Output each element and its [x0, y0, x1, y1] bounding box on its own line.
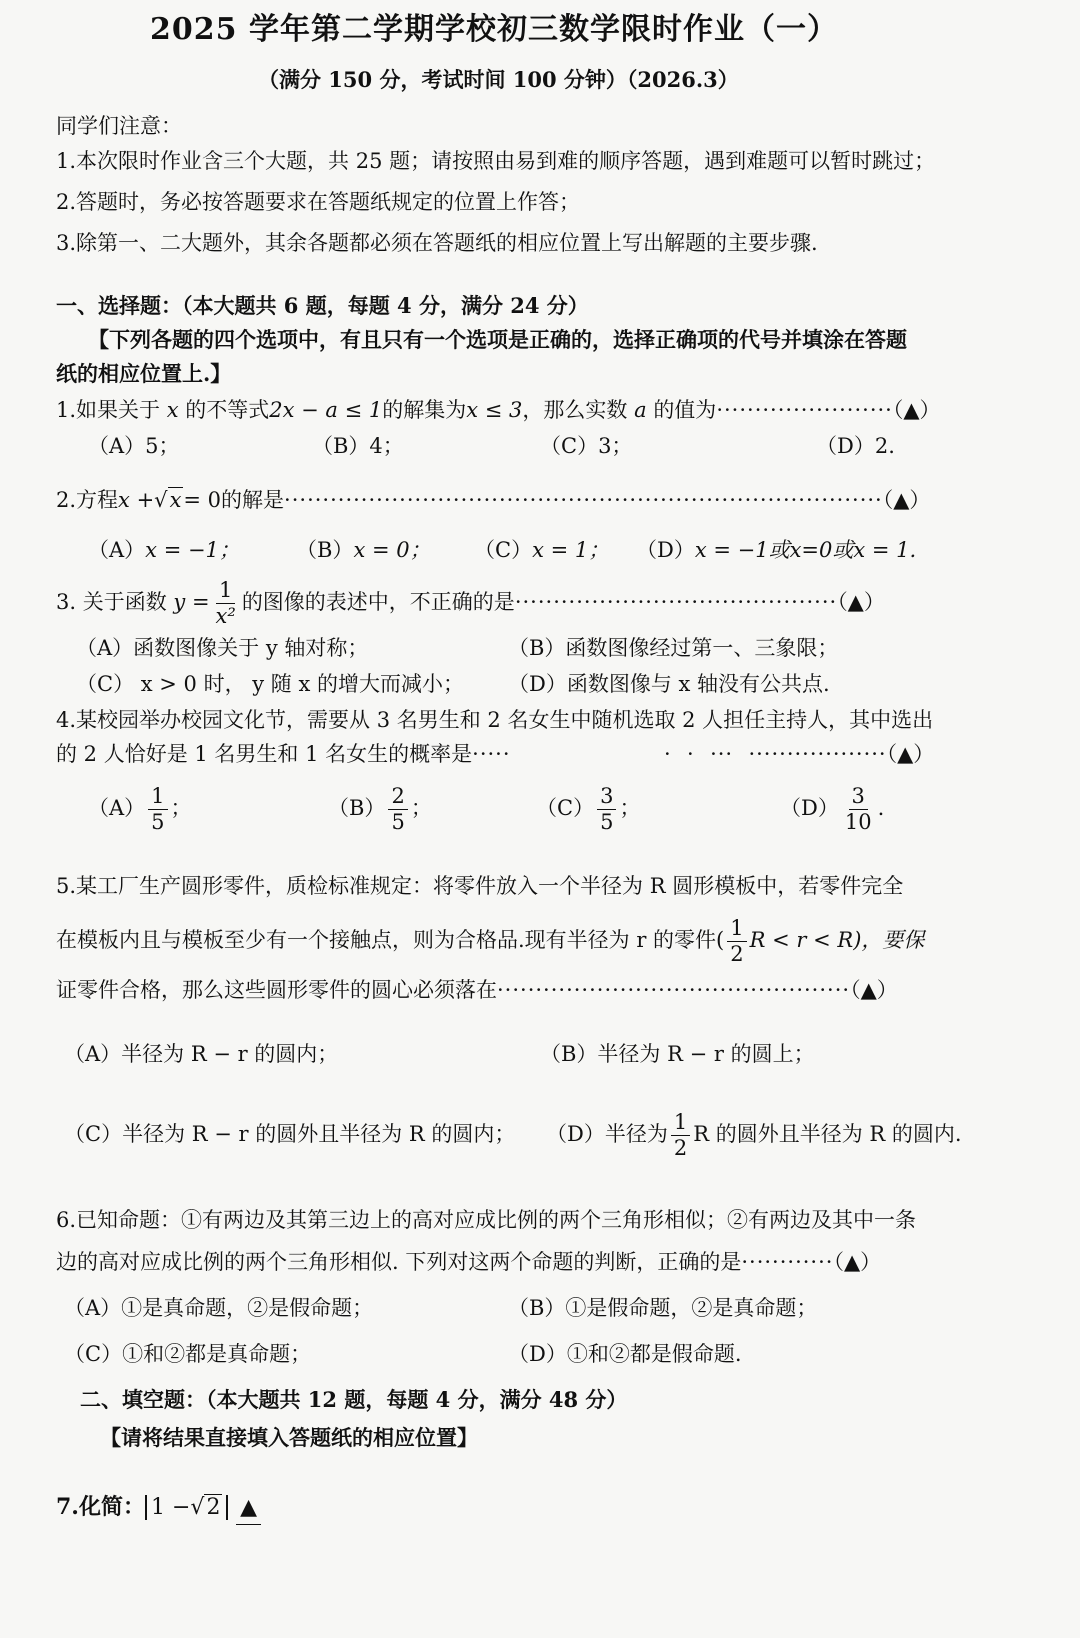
- q1-option-d[interactable]: （D）2.: [816, 434, 895, 458]
- notice-heading: 同学们注意：: [56, 114, 182, 138]
- q3-option-c[interactable]: （C） x > 0 时， y 随 x 的增大而减小；: [76, 672, 464, 696]
- q5-line-2: 在模板内且与模板至少有一个接触点，则为合格品.现有半径为 r 的零件( $\frac{1}{2}$ R < r < R)，要保: [56, 916, 925, 966]
- q4-line-2: 的 2 人恰好是 1 名男生和 1 名女生的概率是····· · · ··· ··················（▲）: [56, 742, 935, 766]
- q2-stem: 2.方程x +√x= 0的解是··············································································（▲）: [56, 488, 931, 512]
- notice-item-3: 3.除第一、二大题外，其余各题都必须在答题纸的相应位置上写出解题的主要步骤.: [56, 231, 818, 255]
- q4-line-1: 4.某校园举办校园文化节，需要从 3 名男生和 2 名女生中随机选取 2 人担任主持人，其中选出: [56, 708, 934, 732]
- q1-option-c[interactable]: （C）3；: [540, 434, 633, 458]
- q6-option-c[interactable]: （C）①和②都是真命题；: [64, 1342, 312, 1366]
- q5-option-d[interactable]: （D）半径为 $\frac{1}{2}$ R 的圆外且半径为 R 的圆内.: [546, 1110, 962, 1160]
- q6-line-1: 6.已知命题：①有两边及其第三边上的高对应成比例的两个三角形相似；②有两边及其中一条: [56, 1208, 917, 1232]
- q4-option-d[interactable]: （D） $\frac{3}{10}$ .: [780, 784, 885, 834]
- q1-option-b[interactable]: （B）4；: [312, 434, 404, 458]
- q4-option-b[interactable]: （B） $\frac{2}{5}$ ；: [328, 784, 432, 834]
- page-title: 2025 学年第二学期学校初三数学限时作业（一）: [150, 12, 838, 47]
- q6-line-2: 边的高对应成比例的两个三角形相似. 下列对这两个命题的判断，正确的是············（▲）: [56, 1250, 882, 1274]
- section1-instruction-2: 纸的相应位置上.】: [56, 361, 232, 386]
- q7-answer-blank[interactable]: ▲: [236, 1490, 261, 1525]
- section2-instruction: 【请将结果直接填入答题纸的相应位置】: [100, 1425, 478, 1450]
- q3-option-a[interactable]: （A）函数图像关于 y 轴对称；: [76, 636, 369, 660]
- q1-stem: 1.如果关于 x 的不等式2x − a ≤ 1的解集为x ≤ 3，那么实数 a 的值为·······················（▲）: [56, 398, 941, 422]
- q4-option-c[interactable]: （C） $\frac{3}{5}$ ；: [536, 784, 641, 834]
- q1-option-a[interactable]: （A）5；: [88, 434, 180, 458]
- q2-option-d[interactable]: （D）x = −1或x=0或x = 1.: [636, 538, 917, 562]
- q2-option-a[interactable]: （A）x = −1；: [88, 538, 240, 562]
- q4-option-a[interactable]: （A） $\frac{1}{5}$ ；: [88, 784, 192, 834]
- section1-instruction-1: 【下列各题的四个选项中，有且只有一个选项是正确的，选择正确项的代号并填涂在答题: [88, 327, 907, 352]
- q3-stem: 3. 关于函数 y = $\frac{1}{\text{x²}}$ 的图像的表述中，不正确的是··········································（▲）: [56, 578, 885, 628]
- q6-option-b[interactable]: （B）①是假命题，②是真命题；: [508, 1296, 818, 1320]
- q5-option-c[interactable]: （C）半径为 R − r 的圆外且半径为 R 的圆内；: [64, 1122, 516, 1146]
- notice-item-1: 1.本次限时作业含三个大题，共 25 题；请按照由易到难的顺序答题，遇到难题可以暂时跳过；: [56, 149, 936, 173]
- page-subtitle: （满分 150 分，考试时间 100 分钟）（2026.3）: [258, 67, 739, 92]
- section2-heading: 二、填空题：（本大题共 12 题，每题 4 分，满分 48 分）: [80, 1387, 628, 1412]
- q5-option-a[interactable]: （A）半径为 R − r 的圆内；: [64, 1042, 339, 1066]
- q7-stem: 7.化简： 1 −√2 ▲: [56, 1490, 261, 1525]
- q3-option-b[interactable]: （B）函数图像经过第一、三象限；: [508, 636, 839, 660]
- q5-option-b[interactable]: （B）半径为 R − r 的圆上；: [540, 1042, 815, 1066]
- section1-heading: 一、选择题：（本大题共 6 题，每题 4 分，满分 24 分）: [56, 293, 589, 318]
- q2-option-b[interactable]: （B）x = 0；: [296, 538, 431, 562]
- q2-option-c[interactable]: （C）x = 1；: [474, 538, 610, 562]
- notice-item-2: 2.答题时，务必按答题要求在答题纸规定的位置上作答；: [56, 190, 581, 214]
- q5-line-3: 证零件合格，那么这些圆形零件的圆心必须落在··············································（▲）: [56, 978, 898, 1002]
- q3-option-d[interactable]: （D）函数图像与 x 轴没有公共点.: [508, 672, 830, 696]
- q5-line-1: 5.某工厂生产圆形零件，质检标准规定：将零件放入一个半径为 R 圆形模板中，若零件完全: [56, 874, 904, 898]
- q6-option-a[interactable]: （A）①是真命题，②是假命题；: [64, 1296, 374, 1320]
- q6-option-d[interactable]: （D）①和②都是假命题.: [508, 1342, 742, 1366]
